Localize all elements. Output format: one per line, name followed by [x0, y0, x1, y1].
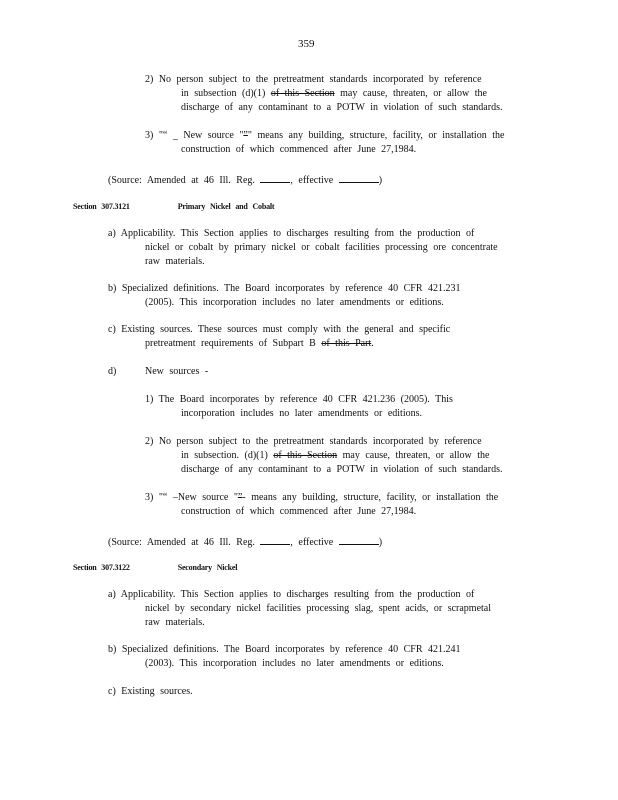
b1-item2-line3: discharge of any contaminant to a POTW in violation of such standards.: [181, 102, 503, 113]
source-end: ): [378, 175, 383, 186]
s3121-d1-line1: 1) The Board incorporates by reference 40 CFR 421.236 (2005). This: [145, 394, 453, 405]
b1-item3-mid: _ New source ": [172, 130, 244, 141]
blank-line: [339, 172, 379, 183]
s3121-c-line1: c) Existing sources. These sources must comply with the general and specific: [108, 324, 451, 335]
s3121-d-heading: [145, 366, 208, 378]
blank-line: [260, 534, 290, 545]
s3121-d3-line2: construction of which commenced after June 27,1984.: [181, 506, 417, 517]
c2-post: .: [371, 338, 374, 349]
b1-item2-line1: 2) No person subject to the pretreatment standards incorporated by reference: [145, 74, 482, 85]
source-pre: (Source: Amended at 46 Ill. Reg.: [108, 537, 255, 548]
b1-item2-line2: [181, 88, 487, 100]
s3121-d2-line3: discharge of any contaminant to a POTW in violation of such standards.: [181, 464, 503, 475]
struck-text: ”: [237, 492, 243, 503]
d-dash: -: [204, 366, 209, 377]
s3121-b-line2: (2005). This incorporation includes no later amendments or editions.: [145, 297, 444, 308]
s3122-a-line3: raw materials.: [145, 617, 205, 628]
source-mid: , effective: [290, 537, 334, 548]
source-mid: , effective: [290, 175, 334, 186]
s3122-a-line2: nickel by secondary nickel facilities processing slag, spent acids, or scrapmetal: [145, 603, 492, 614]
s3121-a-line3: raw materials.: [145, 256, 205, 267]
s3121-d2-line1: 2) No person subject to the pretreatment standards incorporated by reference: [145, 436, 482, 447]
struck-text: of this Section: [270, 88, 335, 99]
section-heading-3121: [73, 201, 274, 213]
source-pre: (Source: Amended at 46 Ill. Reg.: [108, 175, 255, 186]
blank-line: [339, 534, 379, 545]
page-number: 359: [298, 38, 315, 50]
d3-post: - means any building, structure, facility, or installation the: [242, 492, 499, 503]
d2-pre: in subsection. (d)(1): [181, 450, 268, 461]
s3121-b-line1: b) Specialized definitions. The Board incorporates by reference 40 CFR 421.231: [108, 283, 461, 294]
b1-item3-pre: 3) "“: [145, 130, 168, 141]
s3121-a-line2: nickel or cobalt by primary nickel or cobalt facilities processing ore concentrate: [145, 242, 498, 253]
b1-source-note: [108, 172, 382, 187]
section-title: Primary Nickel and Cobalt: [177, 202, 275, 211]
s3122-b-line2: (2003). This incorporation includes no later amendments or editions.: [145, 658, 444, 669]
section-number: Section 307.3121: [73, 202, 130, 211]
c2-pre: pretreatment requirements of Subpart B: [145, 338, 316, 349]
s3121-c-line2: [145, 338, 374, 350]
b1-item3-line1: [145, 130, 504, 142]
section-number: Section 307.3122: [73, 563, 130, 572]
s3122-c-line1: c) Existing sources.: [108, 686, 193, 697]
b1-item2-line2-pre: in subsection (d)(1): [181, 88, 266, 99]
b1-item2-line2-post: may cause, threaten, or allow the: [340, 88, 487, 99]
s3121-a-line1: a) Applicability. This Section applies to discharges resulting from the production of: [108, 228, 475, 239]
b1-item3-line2: construction of which commenced after June 27,1984.: [181, 144, 417, 155]
section-heading-3122: [73, 562, 237, 574]
s3121-d3-line1: [145, 492, 498, 504]
b1-item3-post: " means any building, structure, facility, or installation the: [247, 130, 505, 141]
source-end: ): [378, 537, 383, 548]
s3121-d-label: d): [108, 366, 117, 377]
s3122-b-line1: b) Specialized definitions. The Board incorporates by reference 40 CFR 421.241: [108, 644, 461, 655]
struck-text: ”: [243, 130, 248, 141]
s3122-a-line1: a) Applicability. This Section applies to discharges resulting from the production of: [108, 589, 475, 600]
s3121-source-note: [108, 534, 382, 549]
struck-text: of this Section: [273, 450, 338, 461]
d-text: New sources: [145, 366, 200, 377]
d2-post: may cause, threaten, or allow the: [342, 450, 490, 461]
section-title: Secondary Nickel: [177, 563, 238, 572]
s3121-d2-line2: [181, 450, 490, 462]
d3-mid: –New source ": [172, 492, 238, 503]
blank-line: [260, 172, 290, 183]
struck-text: of this Part: [321, 338, 372, 349]
s3121-d1-line2: incorporation includes no later amendments or editions.: [181, 408, 422, 419]
d3-pre: 3) "“: [145, 492, 168, 503]
